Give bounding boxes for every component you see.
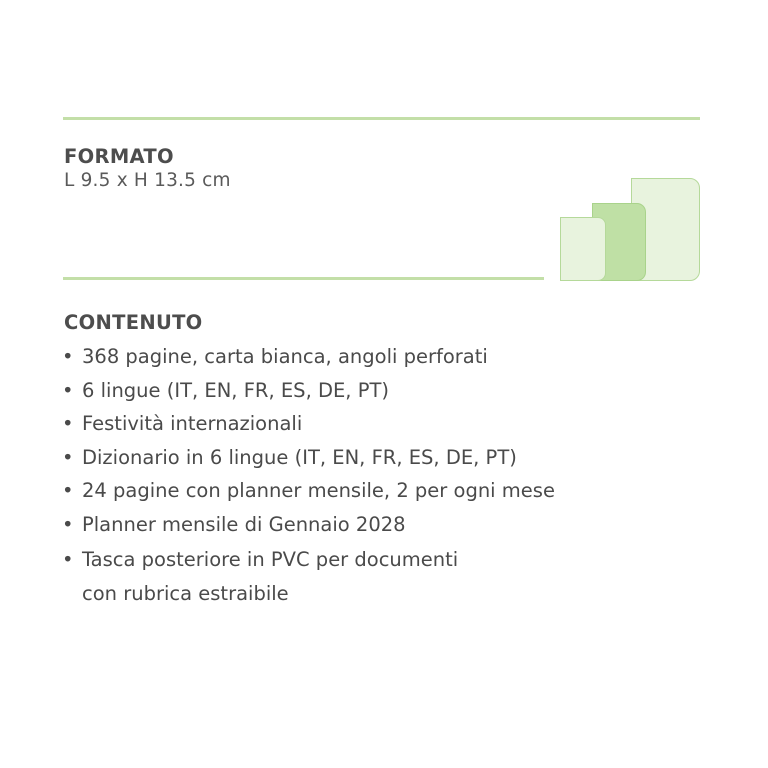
list-item-text-line-2: con rubrica estraibile: [82, 581, 289, 605]
list-item: [61, 441, 741, 475]
bullet-icon: •: [62, 412, 74, 435]
bullet-icon: •: [62, 378, 74, 402]
list-item-text-line-1: Tasca posteriore in PVC per documenti: [82, 548, 459, 571]
content-list: [61, 340, 741, 610]
small-page-shape: [560, 217, 606, 281]
list-item-text: Festività internazionali: [82, 412, 303, 435]
top-divider: [63, 117, 700, 120]
list-item-text: 368 pagine, carta bianca, angoli perforati: [82, 345, 488, 368]
list-item-text: Planner mensile di Gennaio 2028: [82, 512, 406, 536]
list-item-text: 6 lingue (IT, EN, FR, ES, DE, PT): [82, 378, 389, 402]
list-item-text: Dizionario in 6 lingue (IT, EN, FR, ES, DE, PT): [82, 445, 517, 469]
bullet-icon: •: [62, 512, 74, 536]
format-heading: FORMATO: [64, 145, 174, 168]
bullet-icon: •: [62, 479, 74, 502]
bullet-icon: •: [62, 345, 74, 368]
list-item: [61, 407, 741, 441]
middle-divider: [63, 277, 544, 280]
page-sizes-illustration: [560, 178, 700, 282]
list-item: [61, 508, 741, 542]
list-item: [61, 340, 741, 374]
list-item: [61, 474, 741, 508]
content-heading: CONTENUTO: [64, 311, 203, 334]
bullet-icon: •: [62, 548, 74, 571]
format-dimensions: L 9.5 x H 13.5 cm: [64, 170, 231, 191]
list-item: [61, 543, 741, 610]
bullet-icon: •: [62, 445, 74, 469]
list-item-text: 24 pagine con planner mensile, 2 per ogni mese: [82, 479, 555, 502]
list-item: [61, 374, 741, 408]
